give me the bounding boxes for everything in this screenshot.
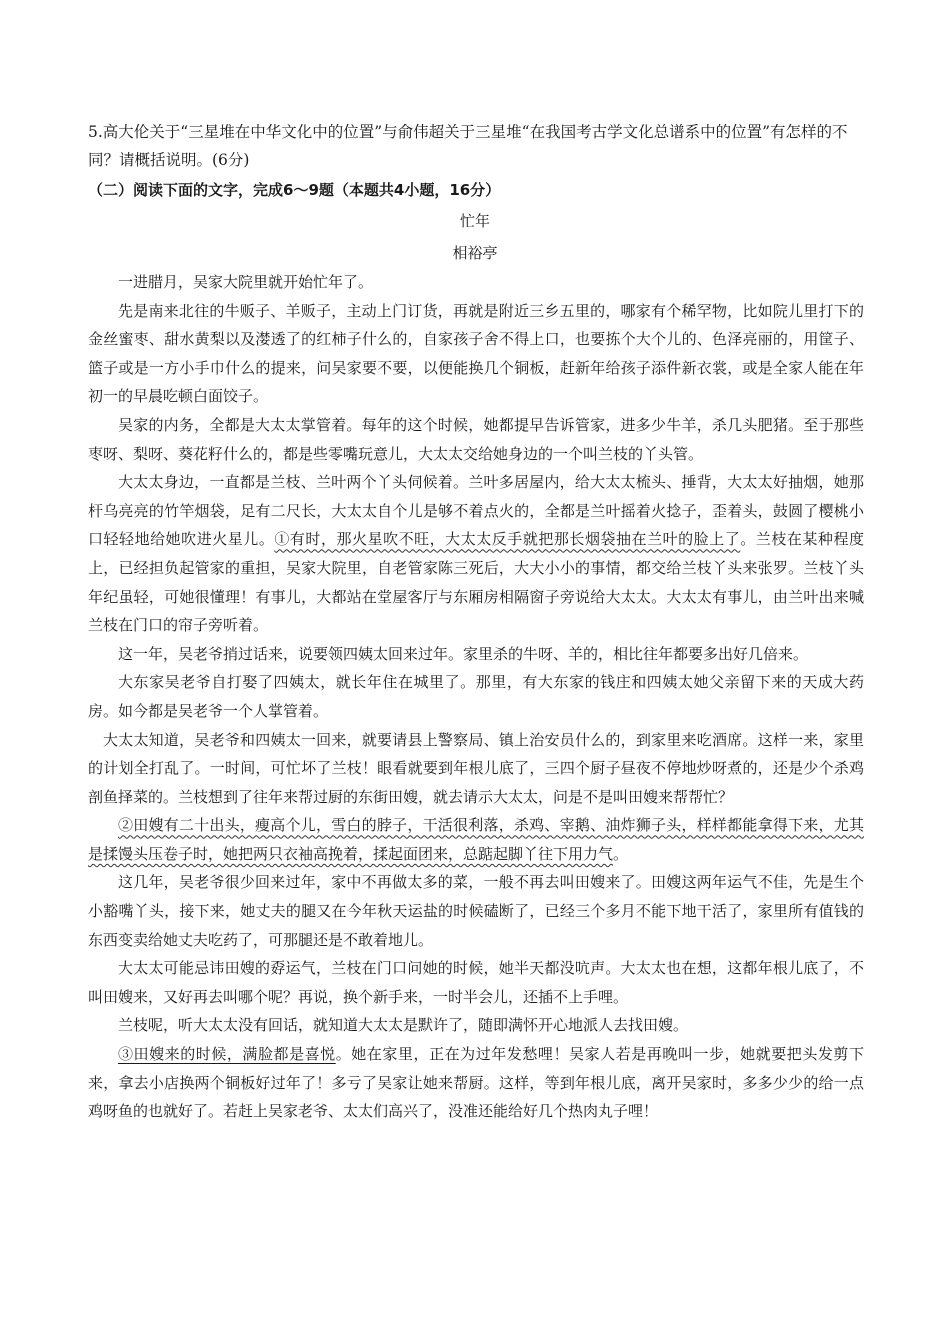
paragraph bbox=[88, 1040, 864, 1126]
story-body bbox=[88, 268, 864, 1126]
paragraph-text: 。兰枝在某种程度上，已经担负起管家的重担，吴家大院里，自老管家陈三死后，大大小小的事情，都交给兰枝丫头来张罗。兰枝丫头年纪虽轻，可她很懂理！有事儿，大都站在堂屋客厅与东厢房相隔窗子旁说给大太太。大太太有事儿，由兰叶出来喊兰枝在门口的帘子旁听着。 bbox=[88, 530, 864, 635]
section-heading: （二）阅读下面的文字，完成6～9题（本题共4小题，16分） bbox=[88, 181, 501, 199]
underlined-sentence-2: ②田嫂有二十出头，瘦高个儿，雪白的脖子，干活很利落，杀鸡、宰鹅、油炸狮子头，样样都能拿得下来，尤其是揉馒头压卷子时，她把两只衣袖高挽着，揉起面团来，总踮起脚丫往下用力气 bbox=[88, 816, 864, 863]
paragraph: 这几年，吴老爷很少回来过年，家中不再做太多的菜，一般不再去叫田嫂来了。田嫂这两年运气不佳，先是生个小豁嘴丫头，接下来，她丈夫的腿又在今年秋天运盐的时候磕断了，已经三个多月不能下地干活了，家里所有值钱的东西变卖给她丈夫吃药了，可那腿还是不敢着地儿。 bbox=[88, 873, 864, 949]
paragraph: 大东家吴老爷自打娶了四姨太，就长年住在城里了。那里，有大东家的钱庄和四姨太她父亲留下来的天成大药房。如今都是吴老爷一个人掌管着。 bbox=[88, 673, 864, 720]
paragraph: 吴家的内务，全都是大太太掌管着。每年的这个时候，她都提早告诉管家，进多少牛羊，杀几头肥猪。至于那些枣呀、梨呀、葵花籽什么的，都是些零嘴玩意儿，大太太交给她身边的一个叫兰枝的丫头管。 bbox=[88, 415, 864, 463]
paragraph: 这一年，吴老爷捎过话来，说要领四姨太回来过年。家里杀的牛呀、羊的，相比往年都要多出好几倍来。 bbox=[118, 644, 809, 663]
story-title: 忙年 bbox=[459, 212, 490, 230]
paragraph: 大太太知道，吴老爷和四姨太一回来，就要请县上警察局、镇上治安员什么的，到家里来吃酒席。这样一来，家里的计划全打乱了。一时间，可忙坏了兰枝！眼看就要到年根儿底了，三四个厨子昼夜不停地炒呀煮的，还是少个杀鸡剖鱼择菜的。兰枝想到了往年来帮过厨的东街田嫂，就去请示大太太，问是不是叫田嫂来帮帮忙？ bbox=[88, 730, 864, 806]
underlined-sentence-1: ①有时，那火星吹不旺，大太太反手就把那长烟袋抽在兰叶的脸上了 bbox=[274, 530, 741, 549]
story-author: 相裕亭 bbox=[452, 244, 498, 262]
paragraph-text: 。 bbox=[613, 844, 629, 863]
paragraph: 大太太可能忌讳田嫂的孬运气，兰枝在门口问她的时候，她半天都没吭声。大太太也在想，这都年根儿底了，不叫田嫂来，又好再去叫哪个呢？再说，换个新手来，一时半会儿，还插不上手哩。 bbox=[88, 959, 864, 1006]
paragraph bbox=[88, 468, 864, 640]
underlined-sentence-3: ③田嫂来的时候，满脸都是喜悦 bbox=[118, 1045, 336, 1064]
paragraph: 一进腊月，吴家大院里就开始忙年了。 bbox=[118, 273, 374, 291]
paragraph-text: 大太太身边，一直都是兰枝、兰叶两个丫头伺候着。兰叶多居屋内，给大太太梳头、捶背，大太太好抽烟，她那杆乌亮亮的竹竿烟袋，足有二尺长，大太太自个儿是够不着点火的，全都是兰叶摇着火捻子，歪着头，鼓圆了樱桃小口轻轻地给她吹进火星儿。 bbox=[88, 473, 864, 549]
paragraph: 先是南来北往的牛贩子、羊贩子，主动上门订货，再就是附近三乡五里的，哪家有个稀罕物，比如院儿里打下的金丝蜜枣、甜水黄梨以及漤透了的红柿子什么的，自家孩子舍不得上口，也要拣个大个儿的、色泽亮丽的，用筐子、篮子或是一方小手巾什么的提来，问吴家要不要，以便能换几个铜板，赶新年给孩子添件新衣裳，或是全家人能在年初一的早晨吃顿白面饺子。 bbox=[88, 301, 864, 406]
paragraph: 兰枝呢，听大太太没有回话，就知道大太太是默许了，随即满怀开心地派人去找田嫂。 bbox=[118, 1016, 689, 1035]
question-5: 5.高大伦关于“三星堆在中华文化中的位置”与俞伟超关于三星堆“在我国考古学文化总谱系中的位置”有怎样的不同？请概括说明。(6分) bbox=[88, 123, 848, 169]
paragraph bbox=[88, 811, 864, 868]
paragraph-text: 。她在家里，正在为过年发愁哩！吴家人若是再晚叫一步，她就要把头发剪下来，拿去小店换两个铜板好过年了！多亏了吴家让她来帮厨。这样，等到年根儿底，离开吴家时，多多少少的给一点鸡呀鱼的也就好了。若赶上吴家老爷、太太们高兴了，没准还能给好几个热肉丸子哩！ bbox=[88, 1045, 864, 1121]
